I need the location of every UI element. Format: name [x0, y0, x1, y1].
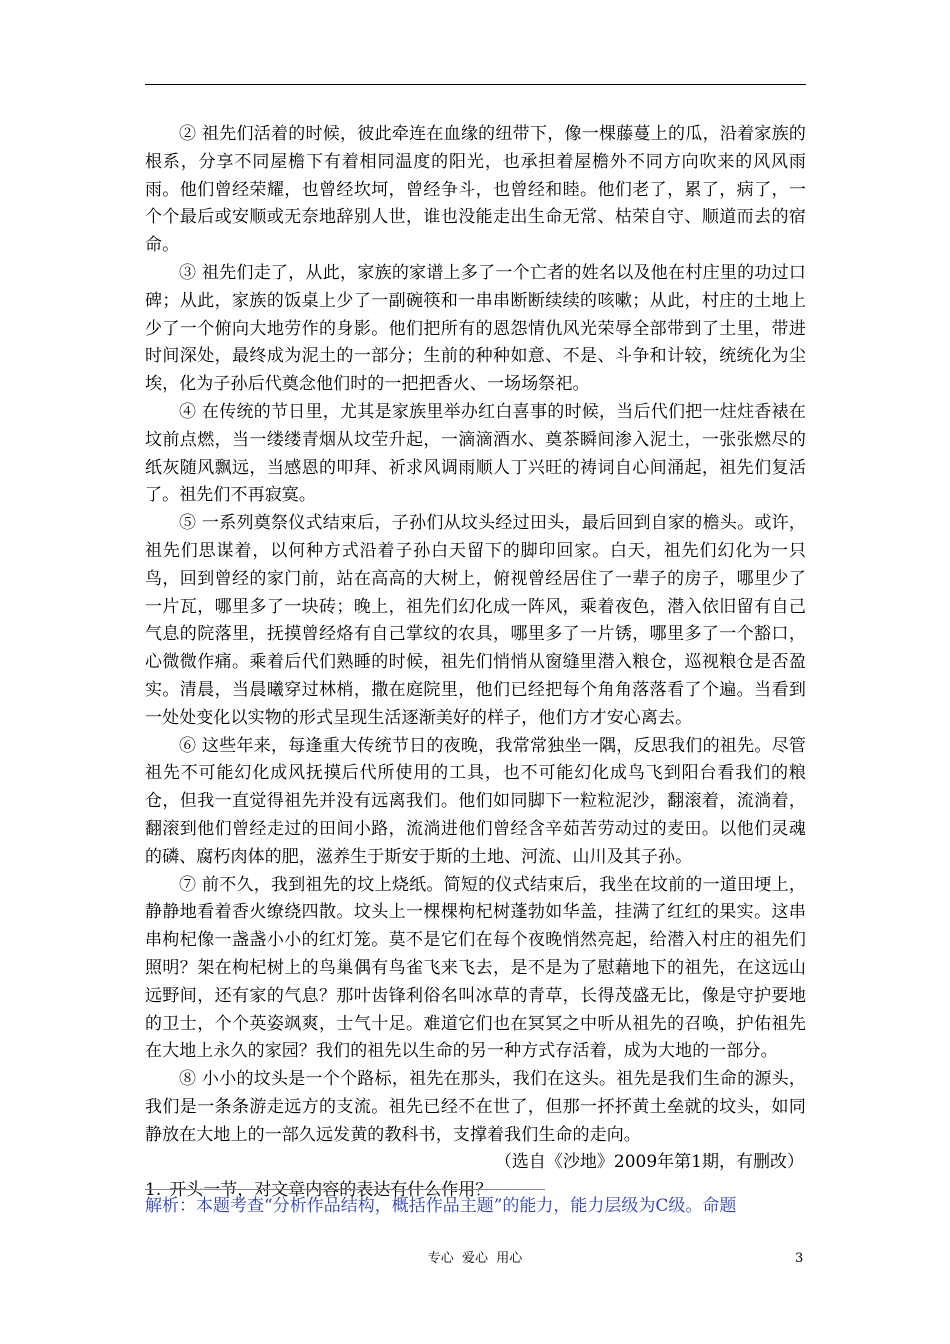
- question-text: 开头一节，对文章内容的表达有什么作用？: [169, 1180, 493, 1201]
- paragraph-2: ② 祖先们活着的时候，彼此牵连在血缘的纽带下，像一棵藤蔓上的瓜，沿着家族的根系，分享不同屋檐下有着相同温度的阳光，也承担着屋檐外不同方向吹来的风风雨雨。他们曾经荣耀，也曾经坎坷，曾经争斗，也曾经和睦。他们老了，累了，病了，一个个最后或安顺或无奈地辞别人世，谁也没能走出生命无常、枯荣自守、顺道而去的宿命。: [145, 124, 806, 256]
- header-rule: [145, 84, 806, 85]
- footer-motto: 专心 爱心 用心: [427, 1251, 523, 1266]
- question-number: 1.: [145, 1180, 162, 1201]
- page-number: 3: [795, 1251, 804, 1266]
- paragraph-5: ⑤ 一系列奠祭仪式结束后，子孙们从坟头经过田头，最后回到自家的檐头。或许，祖先们思谋着，以何种方式沿着子孙白天留下的脚印回家。白天，祖先们幻化为一只鸟，回到曾经的家门前，站在高高的大树上，俯视曾经居住了一辈子的房子，哪里少了一片瓦，哪里多了一块砖；晚上，祖先们幻化成一阵风，乘着夜色，潜入依旧留有自己气息的院落里，抚摸曾经烙有自己掌纹的农具，哪里多了一片锈，哪里多了一个豁口，心微微作痛。乘着后代们熟睡的时候，祖先们悄悄从窗缝里潜入粮仓，巡视粮仓是否盈实。清晨，当晨曦穿过林梢，撒在庭院里，他们已经把每个角角落落看了个遍。当看到一处处变化以实物的形式呈现生活逐渐美好的样子，他们方才安心离去。: [145, 513, 806, 728]
- analysis-separator: [145, 1189, 545, 1190]
- paragraph-3: ③ 祖先们走了，从此，家族的家谱上多了一个亡者的姓名以及他在村庄里的功过口碑；从此，家族的饭桌上少了一副碗筷和一串串断断续续的咳嗽；从此，村庄的土地上少了一个俯向大地劳作的身影。他们把所有的恩怨情仇风光荣辱全部带到了土里，带进时间深处，最终成为泥土的一部分；生前的种种如意、不是、斗争和计较，统统化为尘埃，化为子孙后代奠念他们时的一把把香火、一场场祭祀。: [145, 262, 806, 395]
- article-body: [145, 121, 806, 1205]
- source-citation: （选自《沙地》2009年第1期，有删改）: [494, 1152, 804, 1173]
- page-footer: [0, 1251, 950, 1267]
- paragraph-6: ⑥ 这些年来，每逢重大传统节日的夜晚，我常常独坐一隅，反思我们的祖先。尽管祖先不可能幻化成风抚摸后代所使用的工具，也不可能幻化成鸟飞到阳台看我们的粮仓，但我一直觉得祖先并没有远离我们。他们如同脚下一粒粒泥沙，翻滚着，流淌着，翻滚到他们曾经走过的田间小路，流淌进他们曾经含辛茹苦劳动过的麦田。以他们灵魂的磷、腐朽肉体的肥，滋养生于斯安于斯的土地、河流、山川及其子孙。: [145, 735, 806, 867]
- paragraph-8: ⑧ 小小的坟头是一个个路标，祖先在那头，我们在这头。祖先是我们生命的源头，我们是一条条游走远方的支流。祖先已经不在世了，但那一抔抔黄土垒就的坟头，如同静放在大地上的一部久远发黄的教科书，支撑着我们生命的走向。: [145, 1069, 806, 1145]
- paragraph-4: ④ 在传统的节日里，尤其是家族里举办红白喜事的时候，当后代们把一炷炷香裱在坟前点燃，当一缕缕青烟从坟茔升起，一滴滴酒水、奠茶瞬间渗入泥土，一张张燃尽的纸灰随风飘远，当感恩的叩拜、祈求风调雨顺人丁兴旺的祷词自心间涌起，祖先们复活了。祖先们不再寂寞。: [145, 401, 806, 506]
- paragraph-7: ⑦ 前不久，我到祖先的坟上烧纸。简短的仪式结束后，我坐在坟前的一道田埂上，静静地看着香火缭绕四散。坟头上一棵棵枸杞树蓬勃如华盖，挂满了红红的果实。这串串枸杞像一盏盏小小的红灯笼。莫不是它们在每个夜晚悄然亮起，给潜入村庄的祖先们照明？架在枸杞树上的鸟巢偶有鸟雀飞来飞去，是不是为了慰藉地下的祖先，在这远山远野间，还有家的气息？那叶齿锋利俗名叫冰草的青草，长得茂盛无比，像是守护要地的卫士，个个英姿飒爽，士气十足。难道它们也在冥冥之中听从祖先的召唤，护佑祖先在大地上永久的家园？我们的祖先以生命的另一种方式存活着，成为大地的一部分。: [145, 874, 806, 1062]
- analysis-text: 解析：本题考查“分析作品结构，概括作品主题”的能力，能力层级为C级。命题: [145, 1196, 737, 1216]
